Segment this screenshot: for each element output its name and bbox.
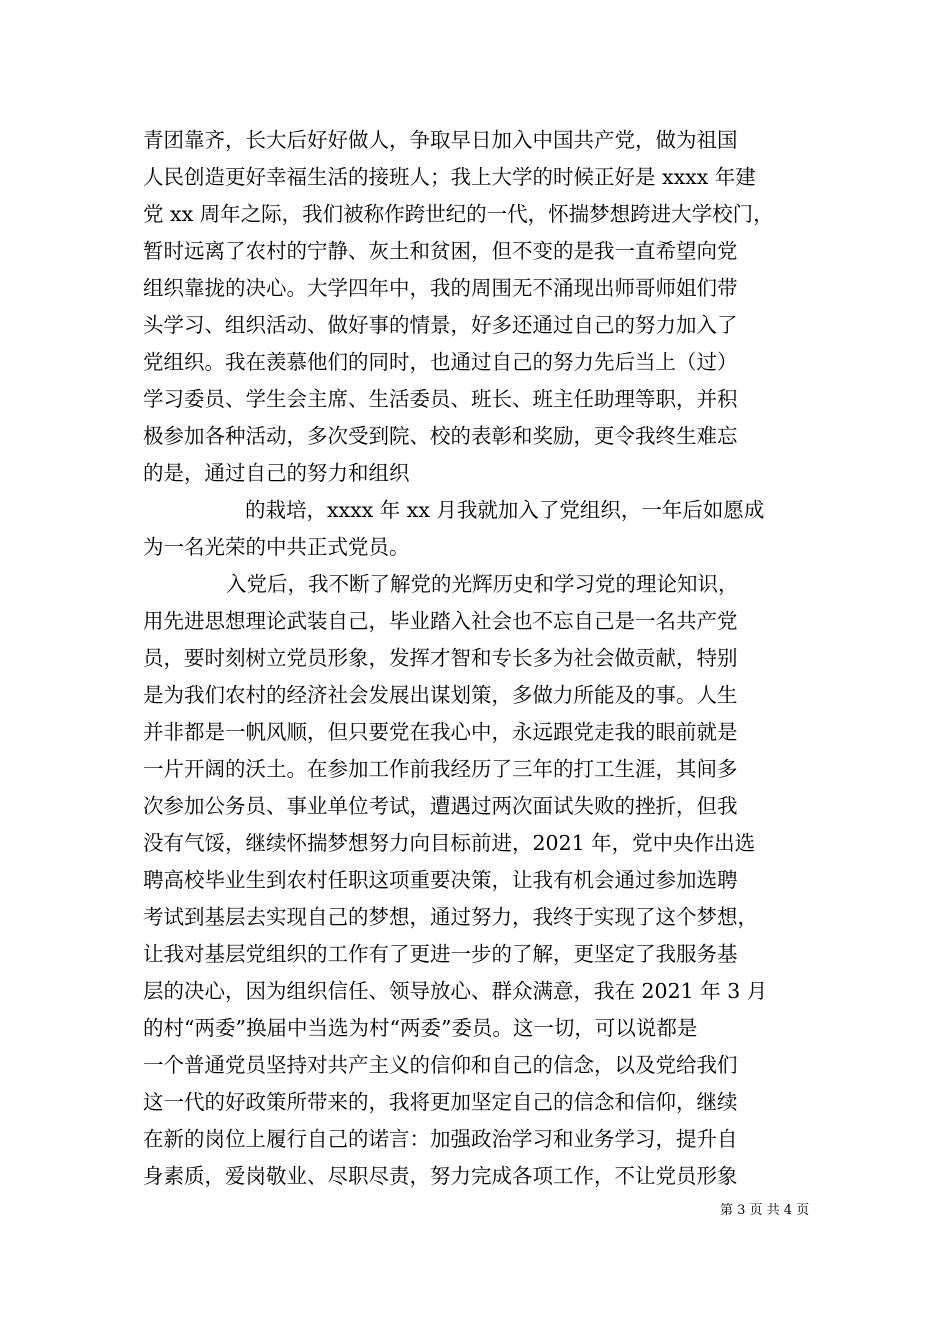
text-line: 让我对基层党组织的工作有了更进一步的了解，更坚定了我服务基 <box>143 942 738 966</box>
text-line: 的村“两委”换届中当选为村“两委”委员。这一切，可以说都是 <box>143 1016 698 1040</box>
text-line: 头学习、组织活动、做好事的情景，好多还通过自己的努力加入了 <box>143 313 738 337</box>
text-line: 人民创造更好幸福生活的接班人；我上大学的时候正好是 xxxx 年建 <box>143 165 756 189</box>
text-line: 党 xx 周年之际，我们被称作跨世纪的一代，怀揣梦想跨进大学校门， <box>143 202 774 226</box>
text-line: 层的决心，因为组织信任、领导放心、群众满意，我在 2021 年 3 月 <box>143 979 768 1003</box>
text-line: 的是，通过自己的努力和组织 <box>143 461 410 485</box>
text-line: 一个普通党员坚持对共产主义的信仰和自己的信念，以及党给我们 <box>143 1053 738 1077</box>
text-line: 次参加公务员、事业单位考试，遭遇过两次面试失败的挫折，但我 <box>143 794 738 818</box>
text-line: 这一代的好政策所带来的，我将更加坚定自己的信念和信仰，继续 <box>143 1090 738 1114</box>
text-line: 用先进思想理论武装自己，毕业踏入社会也不忘自己是一名共产党 <box>143 609 738 633</box>
text-line: 组织靠拢的决心。大学四年中，我的周围无不涌现出师哥师姐们带 <box>143 276 738 300</box>
text-line: 极参加各种活动，多次受到院、校的表彰和奖励，更令我终生难忘 <box>143 424 738 448</box>
text-line: 一片开阔的沃土。在参加工作前我经历了三年的打工生涯，其间多 <box>143 757 738 781</box>
text-line: 聘高校毕业生到农村任职这项重要决策，让我有机会通过参加选聘 <box>143 868 738 892</box>
text-line: 暂时远离了农村的宁静、灰土和贫困，但不变的是我一直希望向党 <box>143 239 738 263</box>
text-line: 并非都是一帆风顺，但只要党在我心中，永远跟党走我的眼前就是 <box>143 720 738 744</box>
text-line: 没有气馁，继续怀揣梦想努力向目标前进，2021 年，党中央作出选 <box>143 831 756 855</box>
text-line: 是为我们农村的经济社会发展出谋划策，多做力所能及的事。人生 <box>143 683 738 707</box>
text-line: 的栽培，xxxx 年 xx 月我就加入了党组织，一年后如愿成 <box>245 498 765 522</box>
text-line: 青团靠齐，长大后好好做人，争取早日加入中国共产党，做为祖国 <box>143 128 738 152</box>
text-line: 党组织。我在羡慕他们的同时，也通过自己的努力先后当上（过） <box>143 350 738 374</box>
text-line: 考试到基层去实现自己的梦想，通过努力，我终于实现了这个梦想， <box>143 905 758 929</box>
text-line: 为一名光荣的中共正式党员。 <box>143 535 410 559</box>
text-line: 身素质，爱岗敬业、尽职尽责，努力完成各项工作，不让党员形象 <box>143 1164 738 1188</box>
text-line: 员，要时刻树立党员形象，发挥才智和专长多为社会做贡献，特别 <box>143 646 738 670</box>
paragraph-start-line: 入党后，我不断了解党的光辉历史和学习党的理论知识， <box>226 572 739 596</box>
text-line: 在新的岗位上履行自己的诺言：加强政治学习和业务学习，提升自 <box>143 1127 738 1151</box>
page-number: 第 3 页 共 4 页 <box>720 1203 810 1218</box>
text-line: 学习委员、学生会主席、生活委员、班长、班主任助理等职，并积 <box>143 387 738 411</box>
